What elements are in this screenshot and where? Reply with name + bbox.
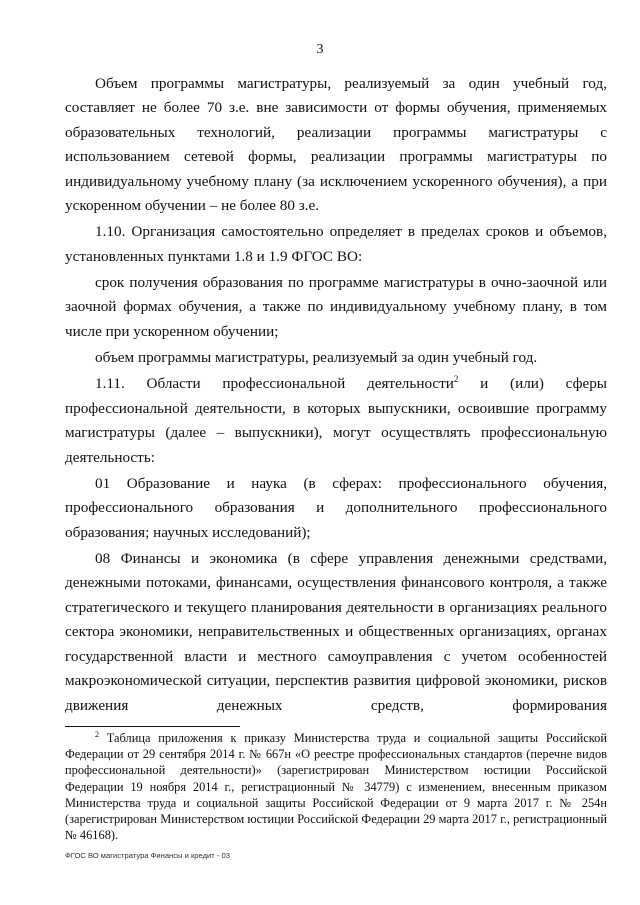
page-number: 3 — [316, 42, 324, 57]
paragraph-1-11 — [65, 372, 607, 470]
paragraph-study-period: срок получения образования по программе магистратуры в очно-заочной или заочной формах обучения, а также по индивидуальному учебному плану, в том числе при ускоренном обучении; — [65, 274, 607, 340]
area-01-education: 01 Образование и наука (в сферах: профессионального обучения, профессионального образования и дополнительного профессионального образования; научных исследований); — [65, 474, 607, 541]
footnote-reference-mark: 2 — [453, 374, 459, 385]
footnote-text: Таблица приложения к приказу Министерства труда и социальной защиты Российской Федерации от 29 сентября 2014 г. № 667н «О реестре профессиональных стандартов (перечне видов профессиональной деятельности)» (зарегистрирован Министерством юстиции Российской Федерации 19 ноября 2014 г., регистрационный № 34779) с изменением, внесенным приказом Министерства труда и социальной защиты Российской Федерации от 9 марта 2017 г. № 254н (зарегистрирован Министерством юстиции Российской Федерации 29 марта 2017 г., регистрационный № 46168). — [65, 731, 607, 843]
paragraph-1-11-start: 1.11. Области профессиональной деятельности — [95, 375, 454, 393]
paragraph-program-volume: Объем программы магистратуры, реализуемый за один учебный год, составляет не более 70 з.е. вне зависимости от формы обучения, применяемых образовательных технологий, реализации программы магистратуры с использованием сетевой формы, реализации программы магистратуры по индивидуальному учебному плану (за исключением ускоренного обучения), а при ускоренном обучении – не более 80 з.е. — [65, 75, 607, 215]
footnote — [65, 730, 607, 843]
area-08-finance: 08 Финансы и экономика (в сфере управления денежными средствами, денежными потоками, финансами, осуществления финансового контроля, а также стратегического и текущего планирования деятельности в организациях реального сектора экономики, неправительственных и общественных организациях, органах государственной власти и местного самоуправления с учетом особенностей макроэкономической ситуации, перспектив развития цифровой экономики, рисков движения денежных средств, формирования — [65, 550, 607, 714]
footnote-separator — [65, 726, 240, 727]
page-footer: ФГОС ВО магистратура Финансы и кредит - 03 — [65, 851, 230, 860]
footnote-mark: 2 — [95, 729, 99, 739]
paragraph-1-11-end: и (или) сферы профессиональной деятельности, в которых выпускники, освоившие программу магистратуры (далее – выпускники), могут осуществлять профессиональную деятельность: — [65, 375, 607, 466]
paragraph-annual-volume: объем программы магистратуры, реализуемый за один учебный год. — [95, 349, 538, 367]
document-body — [65, 72, 607, 720]
paragraph-1-10: 1.10. Организация самостоятельно определяет в пределах сроков и объемов, установленных пунктами 1.8 и 1.9 ФГОС ВО: — [65, 223, 607, 265]
